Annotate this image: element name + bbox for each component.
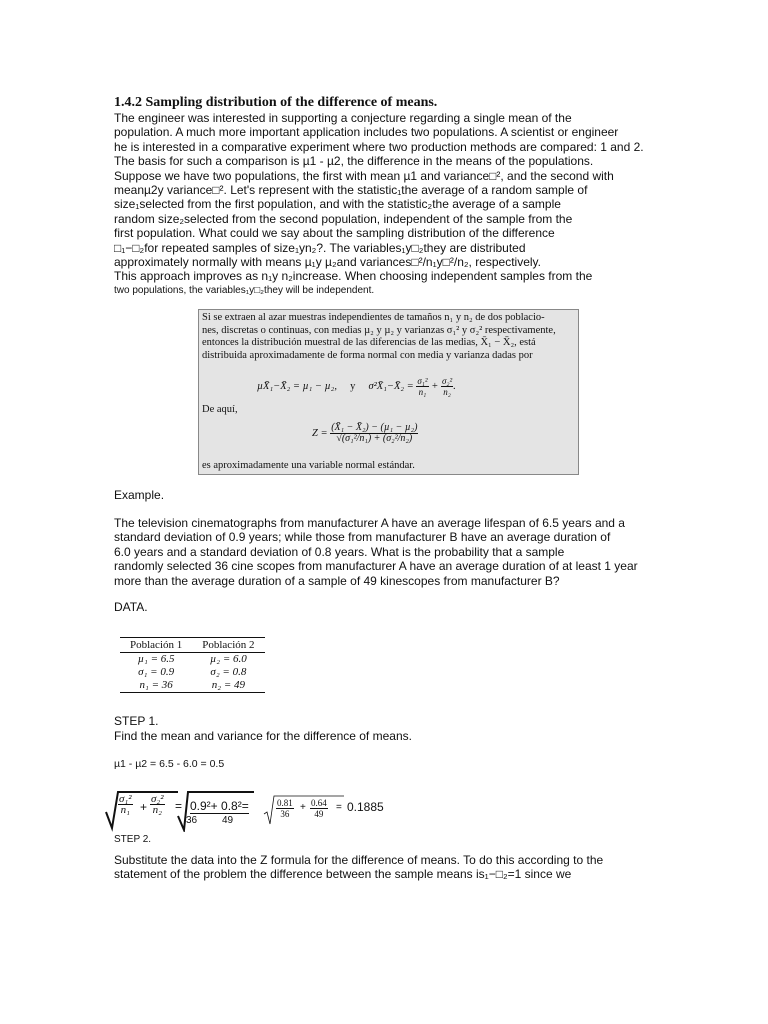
intro-paragraph xyxy=(114,111,654,298)
mean-difference: µ1 - µ2 = 6.5 - 6.0 = 0.5 xyxy=(114,758,225,770)
table-row xyxy=(120,653,265,667)
step2-line: Substitute the data into the Z formula for the difference of means. To do this according to the xyxy=(114,853,604,867)
hand-denominator-2: 49 xyxy=(222,815,234,826)
variance-calculation xyxy=(104,790,434,832)
var-fraction-1: $\frac{\text{σ₁²}}{\text{n₁}}$ xyxy=(417,376,428,397)
hand-numerator: 0.9²+ 0.8²= xyxy=(190,799,249,813)
table-cell: µ₁ = 6.5 xyxy=(137,653,175,665)
equals-sign-2: = xyxy=(336,802,342,813)
calc-fraction-1: $\frac{\text{σ₁²}}{\text{n₁}}$ xyxy=(119,793,132,816)
example-label: Example. xyxy=(114,488,165,502)
example-line: standard deviation of 0.9 years; while those from manufacturer B have an average duration of xyxy=(114,530,611,545)
plus-sign: + xyxy=(140,800,148,814)
table-cell: σ₁ = 0.9 xyxy=(138,666,175,678)
intro-line: two populations, the variables₁y□₂they will be independent. xyxy=(114,284,375,296)
table-cell: µ₂ = 6.0 xyxy=(209,653,247,665)
data-table xyxy=(120,637,265,693)
step2-label: STEP 2. xyxy=(114,834,152,845)
intro-line: random size₂selected from the second population, independent of the sample from the xyxy=(114,211,573,226)
theorem-line: entonces la distribución muestral de las diferencias de las medias, X̄₁ − X̄₂, está xyxy=(202,337,536,349)
table-row xyxy=(120,679,265,693)
theorem-text xyxy=(202,312,578,362)
intro-line: approximately normally with means µ₁y µ₂and variances□²/n₁y□²/n₂, respectively. xyxy=(114,255,542,270)
theorem-line: Si se extraen al azar muestras independientes de tamaños n₁ y n₂ de dos poblacio- xyxy=(202,312,545,323)
step1-label: STEP 1. xyxy=(114,714,159,728)
example-line: The television cinematographs from manufacturer A have an average lifespan of 6.5 years and a xyxy=(114,516,625,530)
table-row xyxy=(120,666,265,679)
plus-sign-2: + xyxy=(300,802,306,813)
intro-line: Suppose we have two populations, the first with mean µ1 and variance□², and the second with xyxy=(114,168,614,183)
z-formula xyxy=(312,423,418,444)
z-fraction: $\frac{\text{(X̄₁ − X̄₂) − (µ₁ − µ₂)}}{\text{√(σ₁²/n₁) + (σ₂²/n₂)}}$ xyxy=(331,422,418,444)
variance-result: 0.1885 xyxy=(347,800,384,814)
example-line: randomly selected 36 cine scopes from manufacturer A have an average duration of at least 1 year xyxy=(114,559,638,574)
example-line: more than the average duration of a sample of 49 kinescopes from manufacturer B? xyxy=(114,573,560,588)
intro-line: population. A much more important application includes two populations. A scientist or engineer xyxy=(114,125,619,140)
example-line: 6.0 years and a standard deviation of 0.8 years. What is the probability that a sample xyxy=(114,544,565,559)
intro-line: first population. What could we say about the sampling distribution of the difference xyxy=(114,226,555,241)
table-cell: σ₂ = 0.8 xyxy=(210,666,247,678)
table-header-row xyxy=(120,638,265,653)
intro-line: This approach improves as n₁y n₂increase. When choosing independent samples from the xyxy=(114,269,593,284)
theorem-line: distribuida aproximadamente de forma normal con media y varianza dadas por xyxy=(202,349,533,361)
calc-fraction-2: $\frac{\text{σ₂²}}{\text{n₂}}$ xyxy=(151,793,164,816)
section-title: 1.4.2 Sampling distribution of the difference of means. xyxy=(114,95,438,110)
result-fraction-2: $\frac{0.64}{49}$ xyxy=(311,798,327,819)
step2-paragraph xyxy=(114,853,674,882)
mean-formula: µX̄₁−X̄₂ = µ₁ − µ₂, y σ²X̄₁−X̄₂ = $\frac{\text{σ₁²}}{\text{n₁}}$ + $\frac{\text{σ₂²}}{\text{n₂}}$ . xyxy=(257,376,456,397)
data-label: DATA. xyxy=(114,600,148,614)
mean-formula-text: µX̄₁−X̄₂ = µ₁ − µ₂, xyxy=(257,380,337,392)
theorem-line: nes, discretas o continuas, con medias µ₂ y µ₂ y varianzas σ₁² y σ₂² respectivamente, xyxy=(202,324,556,336)
z-left: Z = xyxy=(312,427,328,439)
step1-text: Find the mean and variance for the difference of means. xyxy=(114,729,412,743)
intro-line: size₁selected from the first population, and with the statistic₂the average of a sample xyxy=(114,197,561,212)
intro-line: The engineer was interested in supporting a conjecture regarding a single mean of the xyxy=(114,111,572,125)
theorem-closing: es aproximadamente una variable normal estándar. xyxy=(202,460,415,471)
de-aqui: De aquí, xyxy=(202,404,238,415)
step2-line: statement of the problem the difference between the sample means is₁−□₂=1 since we xyxy=(114,867,572,882)
intro-line: meanµ2y variance□². Let's represent with the statistic₁the average of a random sample of xyxy=(114,183,588,198)
intro-line: The basis for such a comparison is µ1 - µ2, the difference in the means of the populations. xyxy=(114,154,594,169)
example-paragraph xyxy=(114,516,674,588)
table-header: Población 2 xyxy=(192,638,264,653)
conjunction: y xyxy=(350,380,356,392)
var-fraction-2: $\frac{\text{σ₂²}}{\text{n₂}}$ xyxy=(441,376,453,397)
equals-sign: = xyxy=(175,799,183,813)
hand-denominator-1: 36 xyxy=(186,815,198,826)
table-cell: n₁ = 36 xyxy=(120,679,192,693)
table-cell: n₂ = 49 xyxy=(192,679,264,693)
variance-formula-text: σ²X̄₁−X̄₂ = xyxy=(368,380,414,392)
result-fraction-1: $\frac{0.81}{36}$ xyxy=(277,798,293,819)
intro-line: he is interested in a comparative experiment where two production methods are compared: 1 and 2. xyxy=(114,139,644,154)
intro-line: □₁−□₂for repeated samples of size₁yn₂?. The variables₁y□₂they are distributed xyxy=(114,240,526,255)
table-header: Población 1 xyxy=(120,638,192,653)
theorem-box xyxy=(198,309,579,475)
